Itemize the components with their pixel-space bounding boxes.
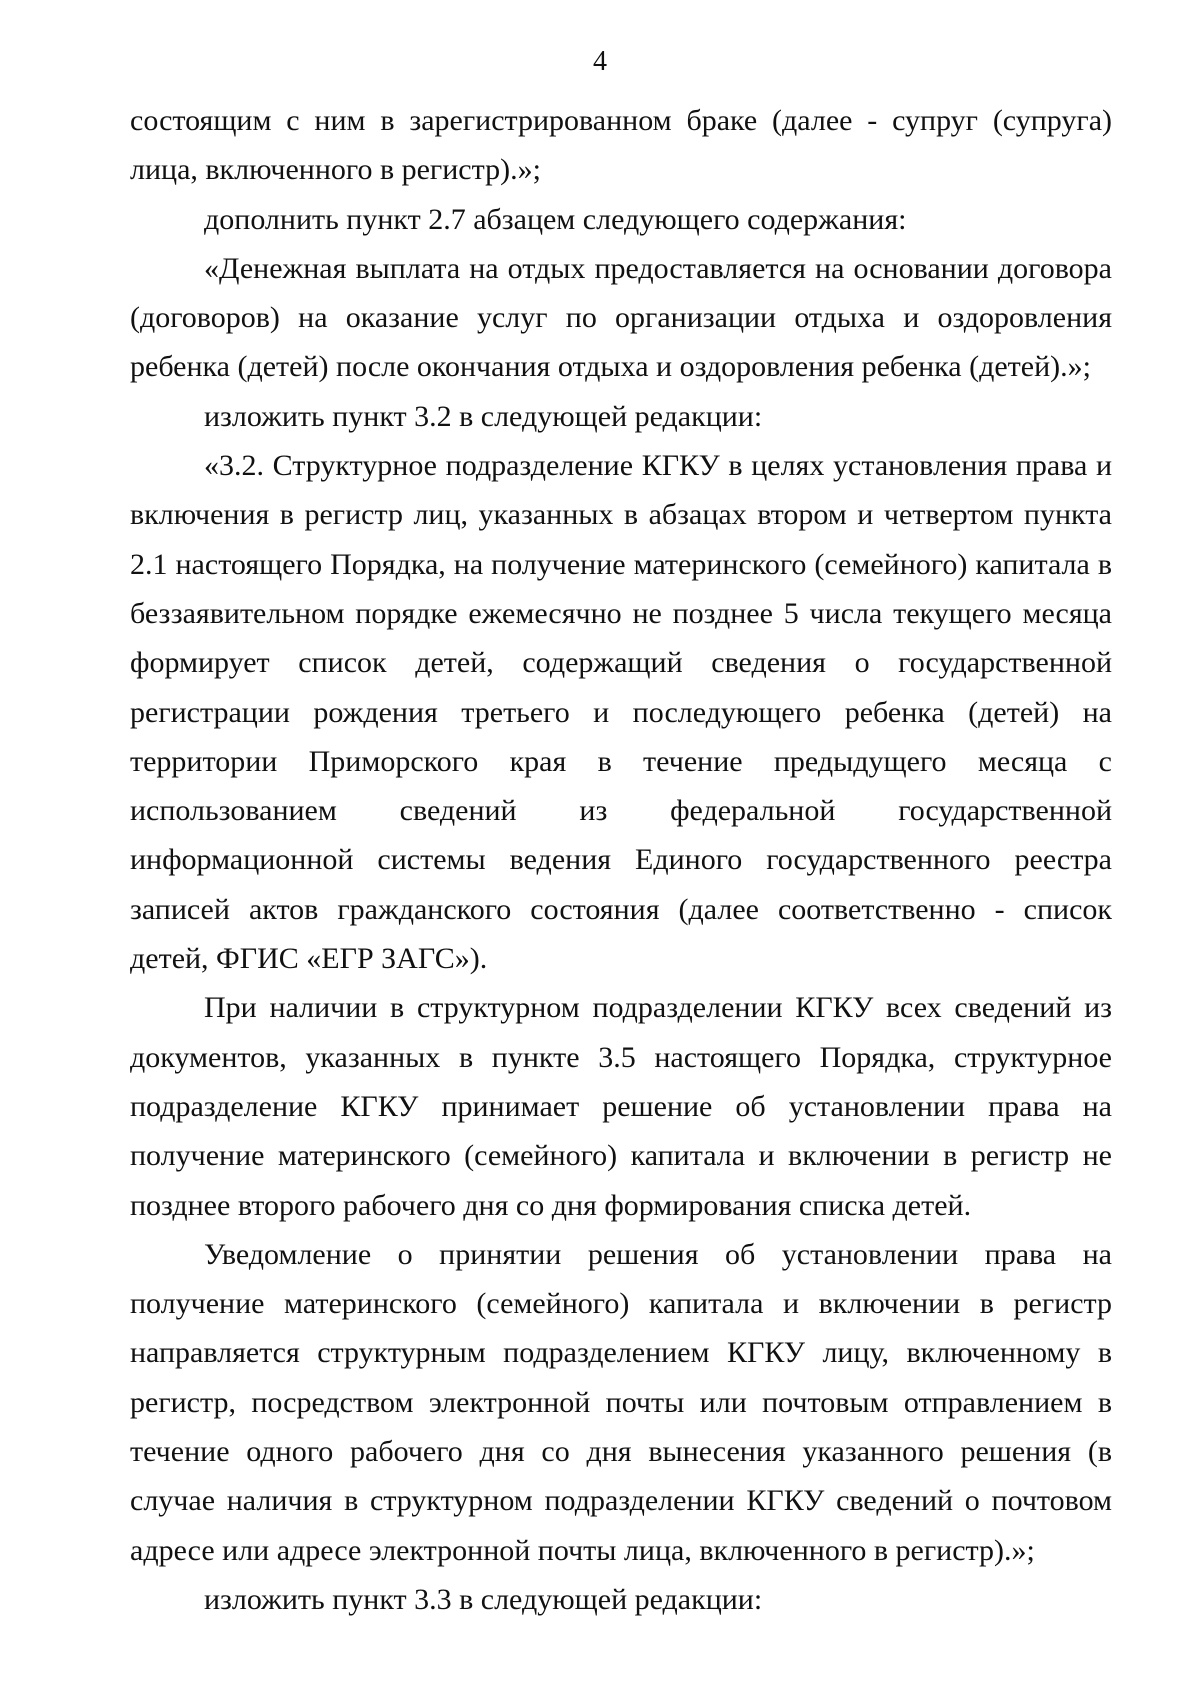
page-number: 4 [593, 46, 607, 77]
paragraph-decision: При наличии в структурном подразделении КГКУ всех сведений из документов, указанных в пункте 3.5 настоящего Порядка, структурное подразделение КГКУ принимает решение об установлении права на получение материнского (семейного) капитала и включении в регистр не позднее второго рабочего дня со дня формирования списка детей. [130, 991, 1112, 1222]
paragraph-notification: Уведомление о принятии решения об установлении права на получение материнского (семейного) капитала и включении в регистр направляется структурным подразделением КГКУ лицу, включенному в регистр, посредством электронной почты или почтовым отправлением в течение одного рабочего дня со дня вынесения указанного решения (в случае наличия в структурном подразделении КГКУ сведений о почтовом адресе или адресе электронной почты лица, включенного в регистр).»; [130, 1237, 1112, 1567]
paragraph-quote-3-2: «3.2. Структурное подразделение КГКУ в целях установления права и включения в регистр лиц, указанных в абзацах втором и четвертом пункта 2.1 настоящего Порядка, на получение материнского (семейного) капитала в беззаявительном порядке ежемесячно не позднее 5 числа текущего месяца формирует список детей, содержащий сведения о государственной регистрации рождения третьего и последующего ребенка (детей) на территории Приморского края в течение предыдущего месяца с использованием сведений из федеральной государственной информационной системы ведения Единого государственного реестра записей актов гражданского состояния (далее соответственно - список детей, ФГИС «ЕГР ЗАГС»). [130, 449, 1112, 976]
document-body [130, 96, 1112, 1624]
paragraph-amendment-3-2: изложить пункт 3.2 в следующей редакции: [204, 399, 763, 433]
paragraph-amendment-2-7: дополнить пункт 2.7 абзацем следующего содержания: [204, 202, 907, 236]
paragraph-quote-payment: «Денежная выплата на отдых предоставляется на основании договора (договоров) на оказание услуг по организации отдыха и оздоровления ребенка (детей) после окончания отдыха и оздоровления ребенка (детей).»; [130, 251, 1112, 384]
paragraph-continuation: состоящим с ним в зарегистрированном браке (далее - супруг (супруга) лица, включенного в регистр).»; [130, 104, 1112, 187]
paragraph-amendment-3-3: изложить пункт 3.3 в следующей редакции: [204, 1582, 763, 1616]
